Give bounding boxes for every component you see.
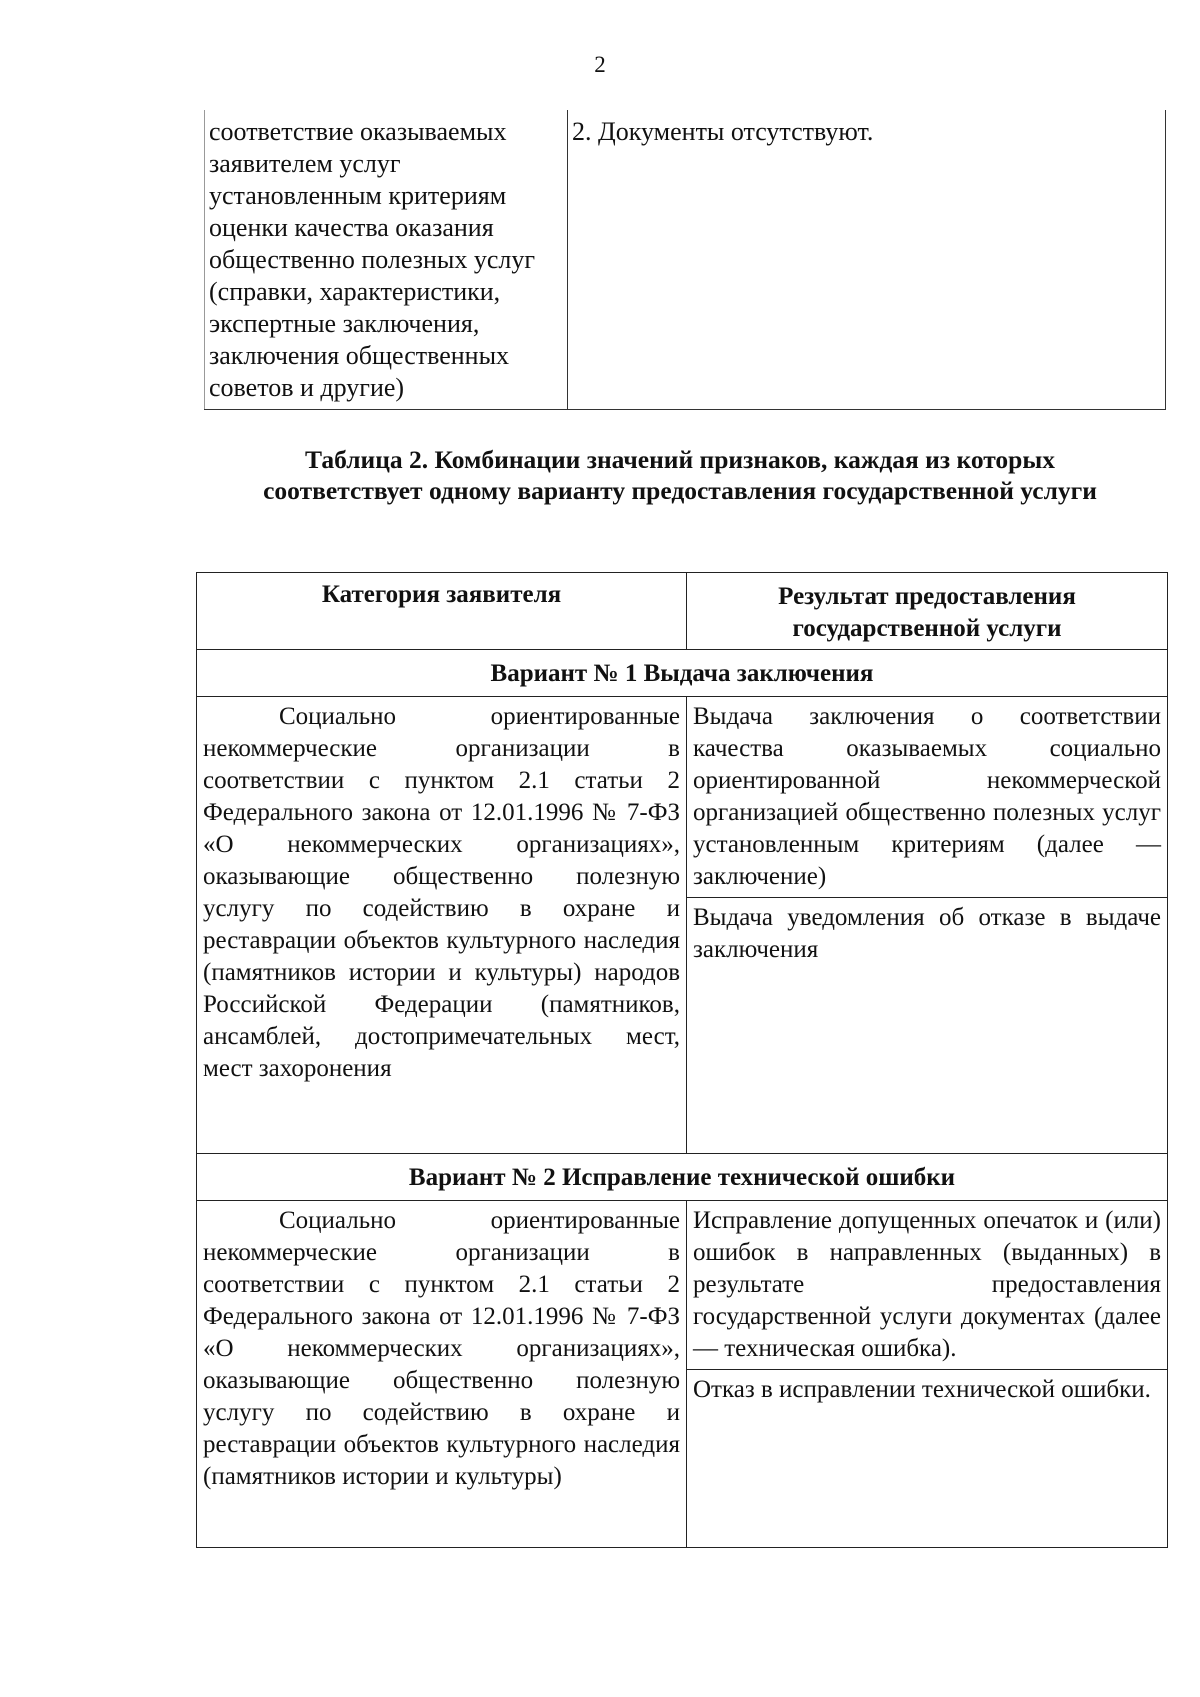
variant-1-title: Вариант № 1 Выдача заключения xyxy=(197,650,1168,697)
variants-table xyxy=(196,572,1168,1548)
header-result: Результат предоставления государственной услуги xyxy=(687,573,1168,650)
page-number: 2 xyxy=(594,52,606,77)
variant-2-title: Вариант № 2 Исправление технической ошибки xyxy=(197,1154,1168,1201)
variant-1-result-2: Выдача уведомления об отказе в выдаче заключения xyxy=(687,898,1168,1154)
continuation-table xyxy=(204,110,1166,410)
variant-2-result-1: Исправление допущенных опечаток и (или) ошибок в направленных (выданных) в результате предоставления государственной услуги документах (далее — техническая ошибка). xyxy=(687,1201,1168,1370)
header-category: Категория заявителя xyxy=(197,573,687,650)
variant-2-category: Социально ориентированные некоммерческие организации в соответствии с пунктом 2.1 статьи 2 Федерального закона от 12.01.1996 № 7-ФЗ «О некоммерческих организациях», оказывающие общественно полезную услугу по содействию в охране и реставрации объектов культурного наследия (памятников истории и культуры) xyxy=(197,1201,687,1548)
continuation-left-cell: соответствие оказываемых заявителем услуг установленным критериям оценки качества оказания общественно полезных услуг (справки, характеристики, экспертные заключения, заключения общественных советов и другие) xyxy=(205,110,568,410)
variant-1-result-1: Выдача заключения о соответствии качества оказываемых социально ориентированной некоммерческой организацией общественно полезных услуг установленным критериям (далее — заключение) xyxy=(687,697,1168,898)
variant-2-result-2: Отказ в исправлении технической ошибки. xyxy=(687,1370,1168,1548)
continuation-right-cell: 2. Документы отсутствуют. xyxy=(568,110,1166,410)
variant-1-category: Социально ориентированные некоммерческие организации в соответствии с пунктом 2.1 статьи 2 Федерального закона от 12.01.1996 № 7-ФЗ «О некоммерческих организациях», оказывающие общественно полезную услугу по содействию в охране и реставрации объектов культурного наследия (памятников истории и культуры) народов Российской Федерации (памятников, ансамблей, достопримечательных мест, мест захоронения xyxy=(197,697,687,1154)
table-title: Таблица 2. Комбинации значений признаков, каждая из которых соответствует одному варианту предоставления государственной услуги xyxy=(263,445,1097,505)
